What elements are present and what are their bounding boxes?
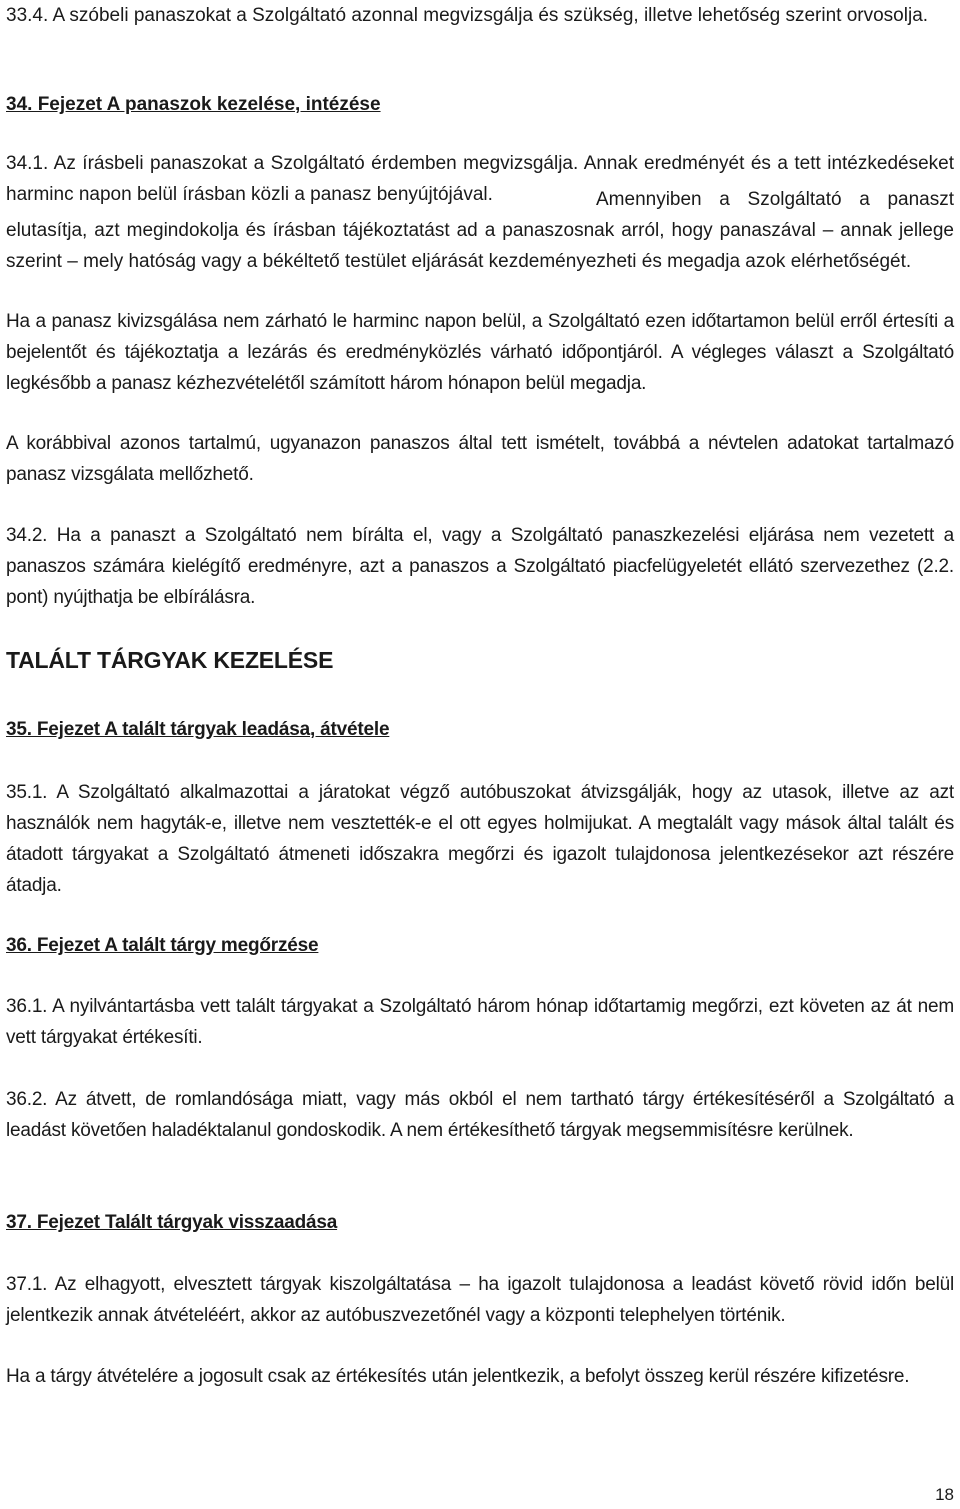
chapter-36-heading: 36. Fejezet A talált tárgy megőrzése	[6, 935, 319, 956]
paragraph-34-2: 34.2. Ha a panaszt a Szolgáltató nem bírálta el, vagy a Szolgáltató panaszkezelési eljárása nem vezetett a panaszos számára kielégítő eredményre, azt a panaszos a Szolgáltató piacfelügyeletét ellátó szervezethez (2.2. pont) nyújthatja be elbírálásra.	[6, 525, 954, 608]
paragraph-36-1: 36.1. A nyilvántartásba vett talált tárgyakat a Szolgáltató három hónap időtartamig megőrzi, ezt követen az át nem vett tárgyakat értékesíti.	[6, 996, 954, 1048]
paragraph-34-1-part1: 34.1. Az írásbeli panaszokat a Szolgáltató érdemben megvizsgálja. Annak eredményét és a tett intézkedéseket harminc napon belül írásban közli a panasz benyújtójával.	[6, 153, 954, 205]
chapter-37-heading: 37. Fejezet Talált tárgyak visszaadása	[6, 1212, 338, 1233]
paragraph-34-1-part4: A korábbival azonos tartalmú, ugyanazon panaszos által tett ismételt, továbbá a névtelen adatokat tartalmazó panasz vizsgálata mellőzhető.	[6, 433, 954, 485]
paragraph-34-1-part3: Ha a panasz kivizsgálása nem zárható le harminc napon belül, a Szolgáltató ezen időtartamon belül erről értesíti a bejelentőt és tájékoztatja a lezárás és eredményközlés várható időpontjáról. A végleges választ a Szolgáltató legkésőbb a panasz kézhezvételétől számított három hónapon belül megadja.	[6, 311, 954, 394]
chapter-34-heading: 34. Fejezet A panaszok kezelése, intézése	[6, 94, 381, 115]
paragraph-37-1-part2: Ha a tárgy átvételére a jogosult csak az értékesítés után jelentkezik, a befolyt összeg kerül részére kifizetésre.	[6, 1366, 910, 1387]
page-number: 18	[935, 1485, 954, 1504]
section-title-lost-items: TALÁLT TÁRGYAK KEZELÉSE	[6, 647, 334, 673]
paragraph-35-1: 35.1. A Szolgáltató alkalmazottai a járatokat végző autóbuszokat átvizsgálják, hogy az utasok, illetve az azt használók nem hagyták-e, illetve nem vesztették-e el ott egyes holmijukat. A megtalált vagy mások által talált és átadott tárgyakat a Szolgáltató átmeneti időszakra megőrzi és igazolt tulajdonosa jelentkezésekor azt részére átadja.	[6, 782, 954, 896]
paragraph-37-1-part1: 37.1. Az elhagyott, elvesztett tárgyak kiszolgáltatása – ha igazolt tulajdonosa a leadást követő rövid időn belül jelentkezik annak átvételéért, akkor az autóbuszvezetőnél vagy a központi telephelyen történik.	[6, 1274, 954, 1326]
chapter-35-heading: 35. Fejezet A talált tárgyak leadása, átvétele	[6, 719, 390, 740]
paragraph-33-4: 33.4. A szóbeli panaszokat a Szolgáltató azonnal megvizsgálja és szükség, illetve lehetőség szerint orvosolja.	[6, 5, 929, 26]
paragraph-34-1-part2: Amennyiben a Szolgáltató a panaszt elutasítja, azt megindokolja és írásban tájékoztatást ad a panaszosnak arról, hogy panaszával – annak jellege szerint – mely hatóság vagy a békéltető testület eljárását kezdeményezheti és megadja azok elérhetőségét.	[6, 189, 954, 272]
paragraph-36-2: 36.2. Az átvett, de romlandósága miatt, vagy más okból el nem tartható tárgy értékesítéséről a Szolgáltató a leadást követően haladéktalanul gondoskodik. A nem értékesíthető tárgyak megsemmisítésre kerülnek.	[6, 1089, 954, 1141]
